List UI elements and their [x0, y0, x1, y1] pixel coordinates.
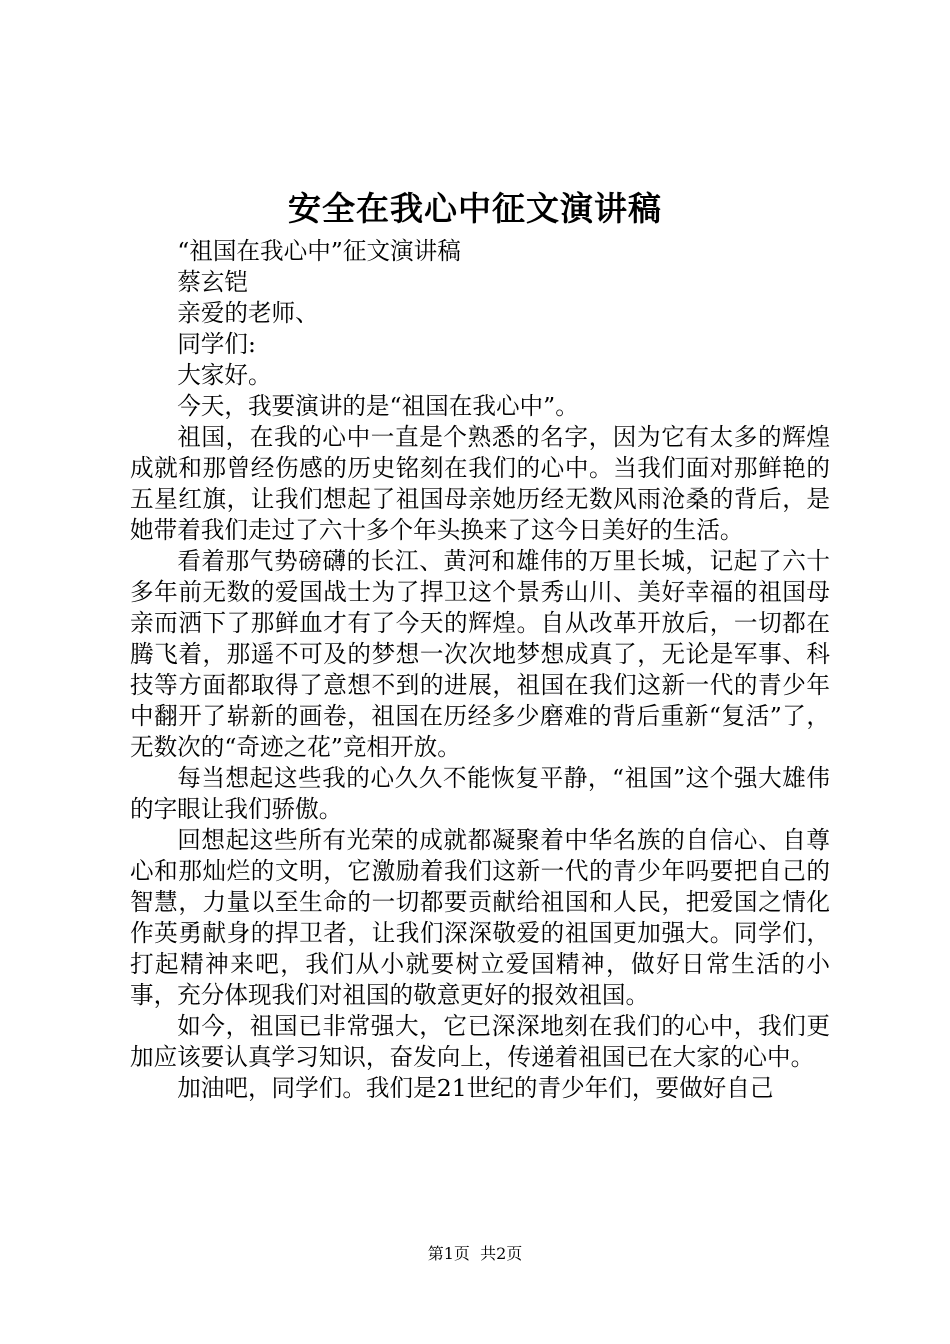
paragraph-body: 回想起这些所有光荣的成就都凝聚着中华名族的自信心、自尊心和那灿烂的文明，它激励着我们这新一代的青少年吗要把自己的智慧，力量以至生命的一切都要贡献给祖国和人民，把爱国之情化作英勇献身的捍卫者，让我们深深敬爱的祖国更加强大。同学们，打起精神来吧，我们从小就要树立爱国精神，做好日常生活的小事，充分体现我们对祖国的敬意更好的报效祖国。	[130, 826, 830, 1009]
paragraph-salutation-teachers: 亲爱的老师、	[177, 299, 319, 327]
paragraph-body: 加油吧，同学们。我们是21世纪的青少年们，要做好自己	[177, 1074, 774, 1102]
paragraph-body: 每当想起这些我的心久久不能恢复平静，“祖国”这个强大雄伟的字眼让我们骄傲。	[130, 764, 830, 823]
paragraph-subtitle: “祖国在我心中”征文演讲稿	[177, 237, 461, 265]
paragraph-greeting: 大家好。	[177, 361, 272, 389]
paragraph-body: 祖国，在我的心中一直是个熟悉的名字，因为它有太多的辉煌成就和那曾经伤感的历史铭刻在我们的心中。当我们面对那鲜艳的五星红旗，让我们想起了祖国母亲她历经无数风雨沧桑的背后，是她带着我们走过了六十多个年头换来了这今日美好的生活。	[130, 423, 830, 544]
page-number-footer: 第1页 共2页	[427, 1244, 523, 1263]
paragraph-intro: 今天，我要演讲的是“祖国在我心中”。	[177, 392, 579, 420]
paragraph-body: 看着那气势磅礴的长江、黄河和雄伟的万里长城，记起了六十多年前无数的爱国战士为了捍卫这个景秀山川、美好幸福的祖国母亲而洒下了那鲜血才有了今天的辉煌。自从改革开放后，一切都在腾飞着，那遥不可及的梦想一次次地梦想成真了，无论是军事、科技等方面都取得了意想不到的进展，祖国在我们这新一代的青少年中翻开了崭新的画卷，祖国在历经多少磨难的背后重新“复活”了，无数次的“奇迹之花”竞相开放。	[130, 547, 830, 761]
paragraph-body: 如今，祖国已非常强大，它已深深地刻在我们的心中，我们更加应该要认真学习知识，奋发向上，传递着祖国已在大家的心中。	[130, 1012, 830, 1071]
paragraph-salutation-students: 同学们:	[177, 330, 256, 358]
document-title: 安全在我心中征文演讲稿	[288, 189, 662, 228]
paragraph-author: 蔡玄铠	[177, 268, 248, 296]
document-body	[130, 236, 830, 1104]
